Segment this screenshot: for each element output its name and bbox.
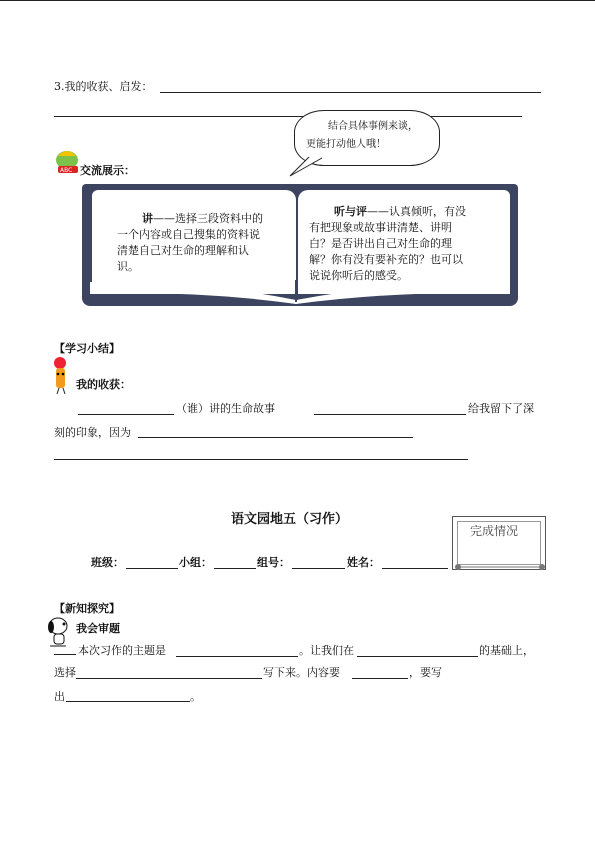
book-left-line-2: 一个内容或自己搜集的资料说 <box>117 228 260 241</box>
book-right-line-2: 有把现象或故事讲清楚、讲明 <box>309 221 452 234</box>
explore-line2-b: 写下来。内容要 <box>263 666 340 679</box>
impress-text: 给我留下了深 <box>468 402 534 415</box>
answer-line[interactable] <box>54 459 468 460</box>
answer-line[interactable] <box>314 414 466 415</box>
explore-line1-c: 的基础上， <box>479 644 534 657</box>
status-box-scroll <box>452 560 548 574</box>
bubble-tail <box>288 152 328 178</box>
book-right-line-1 <box>334 205 466 219</box>
number-field[interactable] <box>292 568 345 569</box>
book-right-line-5: 说说你听后的感受。 <box>309 269 408 282</box>
explore-line3-b: 。 <box>190 690 201 703</box>
bubble-text-1: 结合具体事例来谈， <box>328 121 418 132</box>
basis-field[interactable] <box>357 656 478 657</box>
explore-line2-c: ，要写 <box>409 666 442 679</box>
question-3-label: 3.我的收获、启发： <box>54 80 153 93</box>
snoopy-icon <box>44 614 74 650</box>
class-label: 班级： <box>91 556 124 569</box>
explore-line1-a: 本次习作的主题是 <box>78 644 166 657</box>
pencil-mascot-icon <box>50 356 74 396</box>
book-right-bold: 听与评 <box>334 205 367 218</box>
book-left-line-1 <box>142 212 263 226</box>
answer-line[interactable] <box>78 414 174 415</box>
number-label: 组号： <box>257 556 290 569</box>
indent-line <box>54 654 76 655</box>
group-label: 小组： <box>179 556 212 569</box>
choice-field[interactable] <box>76 678 262 679</box>
svg-text:ABC: ABC <box>60 167 73 174</box>
book-spine <box>296 190 298 300</box>
gain-label: 我的收获： <box>76 378 131 391</box>
name-field[interactable] <box>382 568 448 569</box>
write-field[interactable] <box>66 701 190 702</box>
explore-line3-a: 出 <box>54 690 65 703</box>
explore-subheading: 我会审题 <box>76 622 120 635</box>
bubble-text-2: 更能打动他人哦！ <box>306 139 386 150</box>
class-field[interactable] <box>126 568 178 569</box>
book-right-text-1: ——认真倾听，有没 <box>367 205 466 218</box>
book-left-page <box>92 190 296 294</box>
theme-field[interactable] <box>176 656 298 657</box>
answer-line[interactable] <box>160 92 541 93</box>
section-title: 语文园地五（习作） <box>231 512 349 527</box>
name-label: 姓名： <box>347 556 380 569</box>
answer-line[interactable] <box>138 437 413 438</box>
book-left-line-4: 识。 <box>117 260 139 273</box>
book-bottom-curve <box>86 280 514 304</box>
book-right-line-3: 白？是否讲出自己对生命的理 <box>309 237 452 250</box>
status-label: 完成情况 <box>470 524 519 538</box>
cartoon-logo-icon <box>52 146 82 176</box>
book-left-text-1: ——选择三段资料中的 <box>153 212 263 225</box>
explore-line2-a: 选择 <box>54 666 76 679</box>
reason-text: 刻的印象，因为 <box>54 426 131 439</box>
book-right-line-4: 解？你有没有要补充的？也可以 <box>309 253 463 266</box>
explore-heading: 【新知探究】 <box>54 602 120 615</box>
top-border-line <box>0 0 595 1</box>
summary-heading: 【学习小结】 <box>54 342 120 355</box>
content-field[interactable] <box>352 678 408 679</box>
book-left-line-3: 清楚自己对生命的理解和认 <box>117 244 249 257</box>
book-left-bold: 讲 <box>142 212 153 225</box>
who-text: （谁）讲的生命故事 <box>176 402 275 415</box>
group-field[interactable] <box>214 568 256 569</box>
answer-line[interactable] <box>54 116 522 117</box>
explore-line1-b: 。让我们在 <box>299 644 354 657</box>
exchange-title: 交流展示： <box>80 164 135 177</box>
